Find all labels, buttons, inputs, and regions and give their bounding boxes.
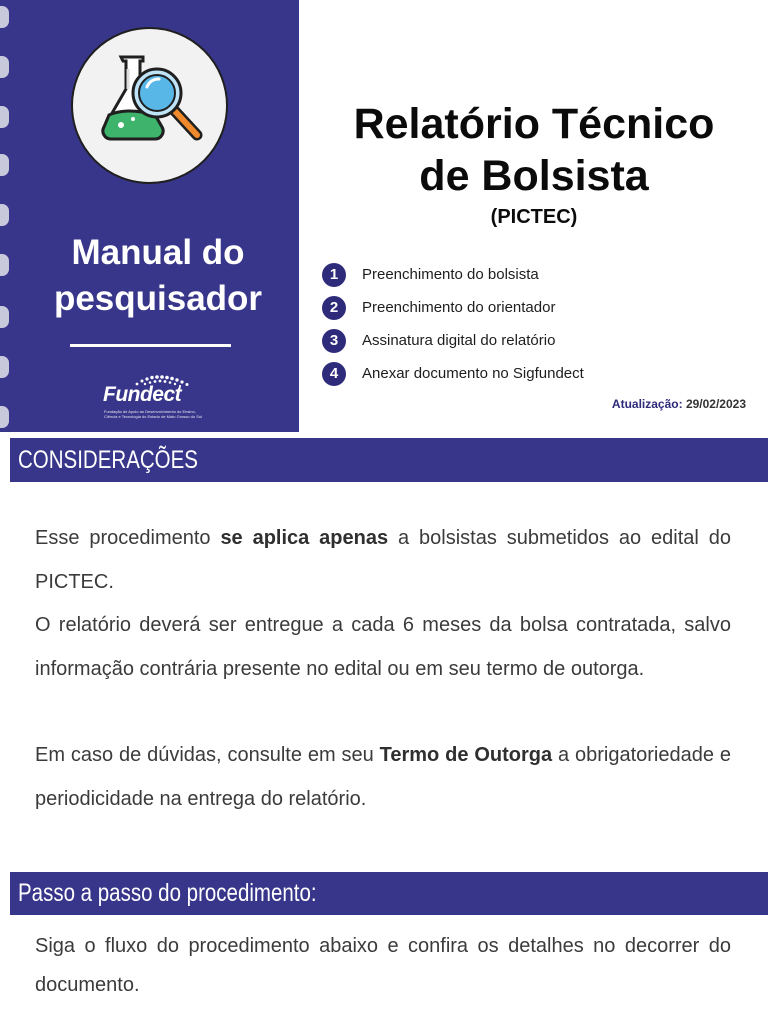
steps-list — [322, 258, 752, 390]
paragraph-emphasis: se aplica apenas — [220, 527, 389, 549]
step-label: Assinatura digital do relatório — [362, 332, 556, 349]
document-title: Relatório Técnico de Bolsista — [353, 100, 715, 200]
update-label: Atualização: — [611, 397, 683, 411]
paragraph-text: a obrigatoriedade e periodicidade na entrega do relatório. — [35, 744, 731, 810]
update-date: 29/02/2023 — [685, 397, 746, 411]
step-number: 4 — [322, 362, 346, 386]
fundect-subtitle: Fundação de Apoio ao Desenvolvimento do Ensino, Ciência e Tecnologia do Estado de Mato Grosso do Sul — [104, 409, 202, 419]
step-number: 1 — [322, 263, 346, 287]
paragraph-emphasis: Termo de Outorga — [379, 744, 553, 766]
step-label: Anexar documento no Sigfundect — [362, 365, 584, 382]
paragraph-scope — [35, 517, 731, 604]
section-heading-steps — [10, 872, 768, 915]
step-number: 3 — [322, 329, 346, 353]
paragraph-frequency: O relatório deverá ser entregue a cada 6 meses da bolsa contratada, salvo informação contrária presente no edital ou em seu termo de outorga. — [35, 614, 731, 680]
manual-cover — [0, 0, 299, 432]
section-heading-considerations — [10, 438, 768, 482]
fundect-logo — [103, 374, 203, 424]
section-heading-text: Passo a passo do procedimento: — [18, 879, 317, 907]
step-label: Preenchimento do bolsista — [362, 266, 539, 283]
flask-magnifier-icon — [95, 49, 207, 161]
paragraph-text: Em caso de dúvidas, consulte em seu — [35, 744, 380, 766]
update-note — [612, 397, 746, 411]
step-item — [322, 258, 752, 291]
document-subtitle: (PICTEC) — [490, 206, 578, 228]
step-label: Preenchimento do orientador — [362, 299, 556, 316]
fundect-name: Fundect — [103, 383, 182, 406]
paragraph-flow: Siga o fluxo do procedimento abaixo e confira os detalhes no decorrer do documento. — [35, 935, 731, 996]
logo-circle — [71, 27, 228, 184]
step-item — [322, 291, 752, 324]
cover-title: Manual do pesquisador — [53, 233, 263, 318]
paragraph-text: Esse procedimento — [35, 527, 221, 549]
paragraph-text: a bolsistas submetidos ao edital do PICTEC. — [35, 527, 731, 593]
spiral-binding — [0, 0, 9, 432]
cover-divider — [70, 344, 231, 347]
step-item — [322, 357, 752, 390]
section-heading-text: CONSIDERAÇÕES — [18, 446, 198, 474]
step-number: 2 — [322, 296, 346, 320]
step-item — [322, 324, 752, 357]
paragraph-doubts — [35, 734, 731, 821]
